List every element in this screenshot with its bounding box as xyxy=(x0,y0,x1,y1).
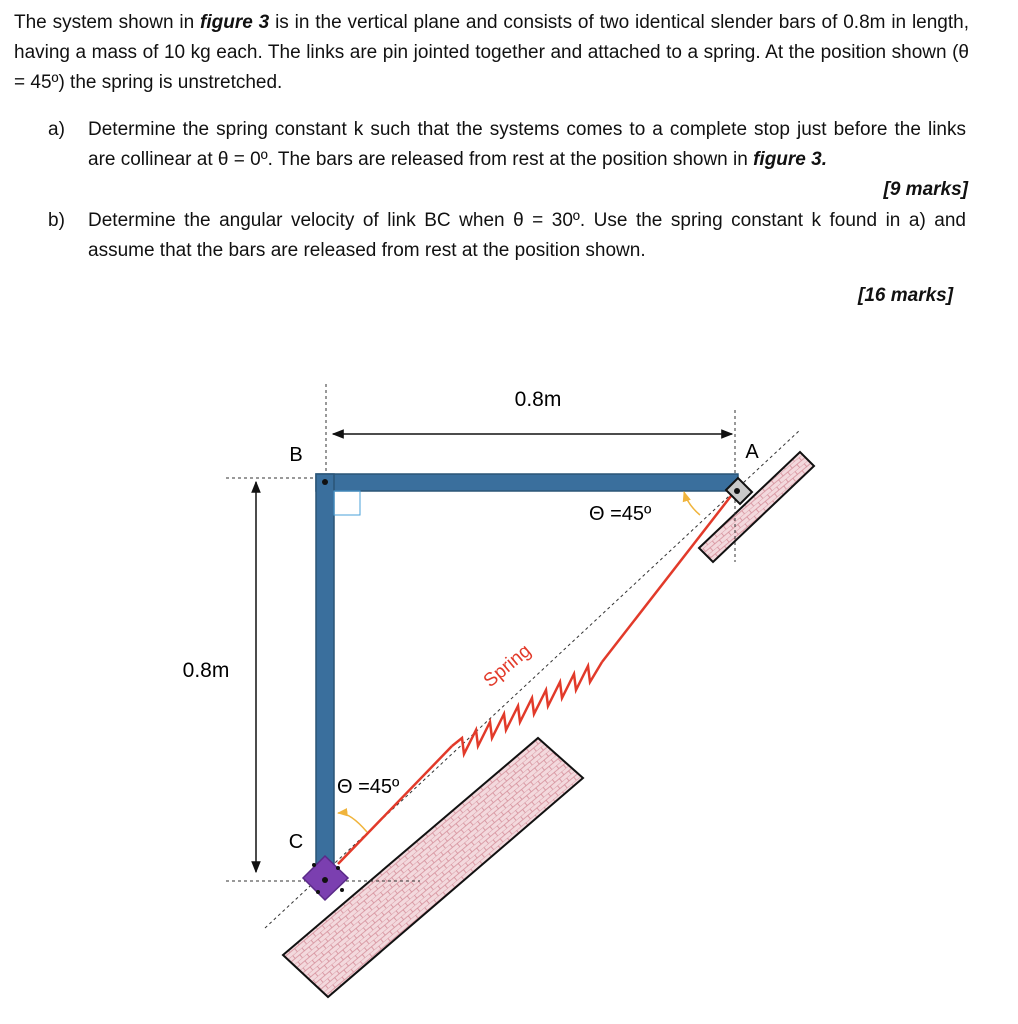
spring-label: Spring xyxy=(479,640,536,692)
right-angle-marker xyxy=(334,491,360,515)
question-b-text: Determine the angular velocity of link BC when θ = 30º. Use the spring constant k found in a) and assume that the bars are released from rest at the position shown. xyxy=(88,210,966,261)
theta-C-label: Θ =45º xyxy=(337,776,400,798)
dim-horizontal-label: 0.8m xyxy=(514,388,562,411)
intro-figure-ref: figure 3 xyxy=(200,12,270,33)
label-C: C xyxy=(288,831,304,853)
wall-upper xyxy=(699,452,814,562)
question-b-marks: [16 marks] xyxy=(858,285,954,306)
intro-text-2: is in the vertical plane and consists of two identical slender bars of 0.8m in length, having a mass of 10 kg each. The links are pin jointed together and attached to a spring. At the position shown (θ = 45º) the spring is unstretched. xyxy=(14,12,969,93)
label-B: B xyxy=(289,444,303,466)
angle-arrow-A xyxy=(684,492,700,515)
theta-A-label: Θ =45º xyxy=(589,503,652,525)
collar-C xyxy=(303,856,348,900)
question-a-label: a) xyxy=(48,119,65,140)
question-a-figure-ref: figure 3. xyxy=(753,149,827,170)
dim-vertical-label: 0.8m xyxy=(182,659,230,682)
question-a-body: Determine the spring constant k such that the systems comes to a complete stop just before the links are collinear at θ = 0º. The bars are released from rest at the position shown in xyxy=(88,119,966,170)
bar-AB xyxy=(316,474,738,491)
bar-BC xyxy=(316,474,334,882)
pin-B xyxy=(322,479,328,485)
angle-arrow-C xyxy=(338,813,367,832)
label-A: A xyxy=(745,441,759,463)
intro-text-1: The system shown in xyxy=(14,12,201,33)
question-b-label: b) xyxy=(48,210,65,231)
question-a-marks: [9 marks] xyxy=(883,179,968,200)
